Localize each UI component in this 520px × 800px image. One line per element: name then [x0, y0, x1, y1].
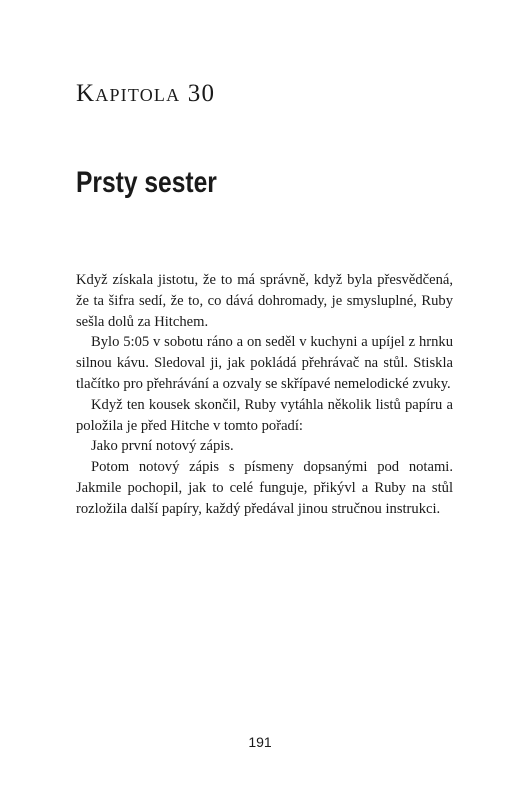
chapter-title: Prsty sester: [76, 166, 217, 199]
body-text: [76, 270, 453, 520]
paragraph: Když ten kousek skončil, Ruby vytáhla několik listů papíru a položila je před Hitche v tomto pořadí:: [76, 396, 453, 434]
page-number: 191: [248, 734, 272, 750]
paragraph: Potom notový zápis s písmeny dopsanými pod notami. Jakmile pochopil, jak to celé funguje, přikývl a Ruby na stůl rozložila další papíry, každý předával jinou stručnou instrukci.: [76, 459, 453, 517]
paragraph: Jako první notový zápis.: [91, 438, 234, 455]
chapter-label: Kapitola 30: [76, 80, 216, 107]
paragraph: Když získala jistotu, že to má správně, když byla přesvědčená, že ta šifra sedí, že to, co dává dohromady, je smysluplné, Ruby sešla dolů za Hitchem.: [76, 272, 453, 330]
paragraph: Bylo 5:05 v sobotu ráno a on seděl v kuchyni a upíjel z hrnku silnou kávu. Sledoval ji, jak pokládá přehrávač na stůl. Stiskla tlačítko pro přehrávání a ozvaly se skřípavé nemelodické zvuky.: [76, 334, 453, 392]
